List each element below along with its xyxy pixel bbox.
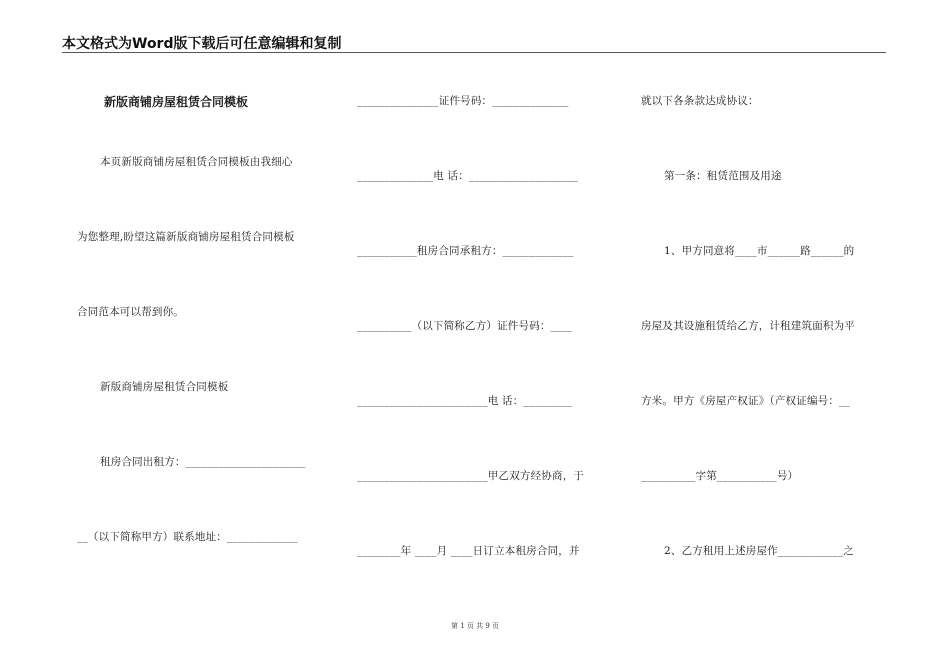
paragraph-line: ________________________甲乙双方经协商，于: [357, 470, 585, 482]
paragraph-line: 方米。甲方《房屋产权证》（产权证编号：__: [641, 395, 850, 407]
header-title: 本文格式为Word版下载后可任意编辑和复制: [62, 36, 342, 52]
paragraph-line: 2、乙方租用上述房屋作____________之: [664, 545, 854, 557]
paragraph-line: __________字第___________号）: [641, 470, 799, 482]
paragraph-line: 房屋及其设施租赁给乙方，计租建筑面积为平: [641, 320, 855, 332]
paragraph-line: _______________证件号码：______________: [357, 95, 569, 107]
paragraph-line: 本页新版商铺房屋租赁合同模板由我细心: [100, 156, 293, 168]
paragraph-line: ______________电 话：____________________: [357, 170, 578, 182]
paragraph-line: 就以下各条款达成协议：: [641, 95, 759, 107]
paragraph-line: 新版商铺房屋租赁合同模板: [100, 381, 229, 393]
header-divider: [62, 52, 886, 53]
paragraph-line: 1、甲方同意将____市______路______的: [664, 245, 855, 257]
paragraph-line: __________（以下简称乙方）证件号码：____: [357, 320, 573, 332]
paragraph-line: 租房合同出租方：______________________: [100, 456, 306, 468]
paragraph-line: ___________租房合同承租方：_____________: [357, 245, 574, 257]
document-title: 新版商铺房屋租赁合同模板: [104, 95, 249, 109]
paragraph-line: 第一条：租赁范围及用途: [664, 170, 782, 182]
paragraph-line: __（以下简称甲方）联系地址：_____________: [77, 531, 298, 543]
paragraph-line: ________________________电 话：_________: [357, 395, 573, 407]
paragraph-line: ________年 ____月 ____日订立本租房合同，并: [357, 545, 580, 557]
paragraph-line: 为您整理,盼望这篇新版商铺房屋租赁合同模板: [77, 231, 295, 243]
page-number: 第 1 页 共 9 页: [450, 622, 500, 630]
paragraph-line: 合同范本可以帮到你。: [77, 306, 184, 318]
